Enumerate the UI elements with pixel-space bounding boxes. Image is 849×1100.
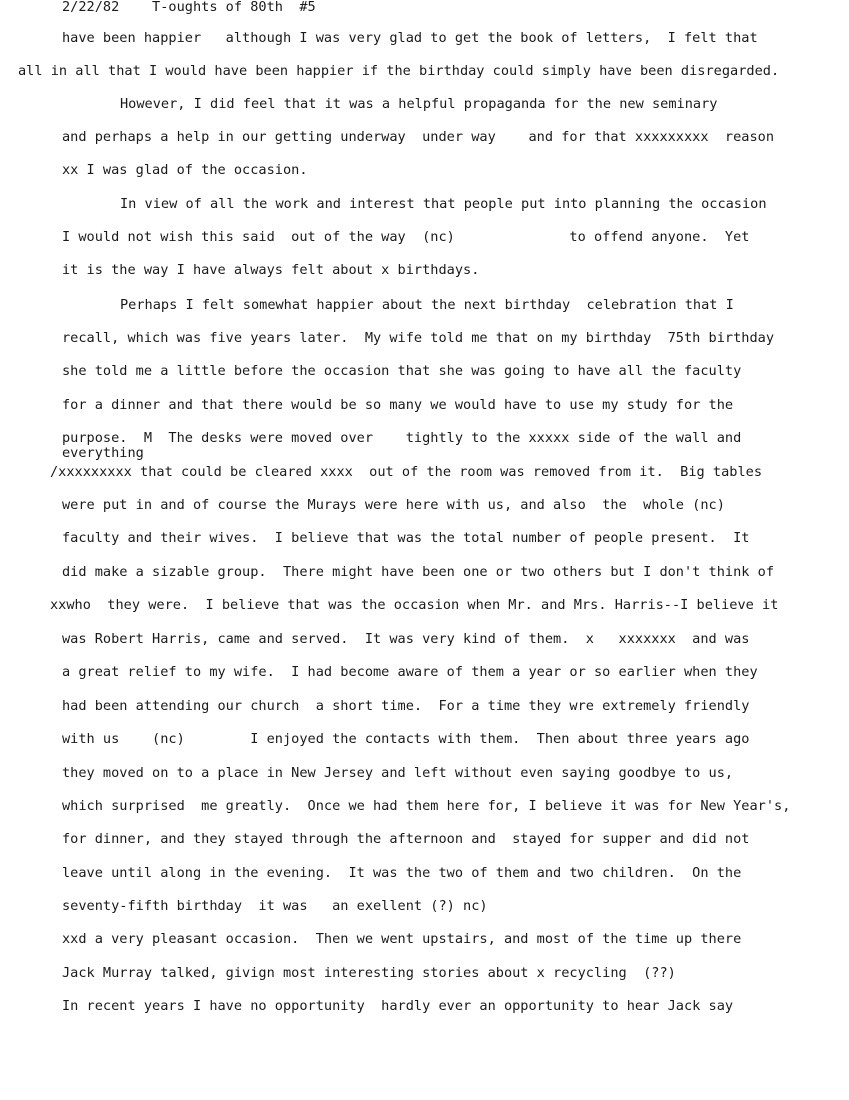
text-line: In view of all the work and interest that people put into planning the occasion — [120, 196, 767, 212]
text-line: In recent years I have no opportunity hardly ever an opportunity to hear Jack say — [62, 998, 734, 1014]
text-line: Jack Murray talked, givign most interesting stories about x recycling (??) — [62, 965, 676, 981]
page-header: 2/22/82 T-oughts of 80th #5 — [62, 0, 316, 15]
text-line: everything — [62, 445, 144, 461]
text-line: have been happier although I was very glad to get the book of letters, I felt that — [62, 30, 758, 46]
text-line: had been attending our church a short time. For a time they wre extremely friendly — [62, 698, 750, 714]
text-line: xxwho they were. I believe that was the occasion when Mr. and Mrs. Harris--I believe it — [50, 597, 779, 613]
text-line: was Robert Harris, came and served. It was very kind of them. x xxxxxxx and was — [62, 631, 750, 647]
text-line: I would not wish this said out of the way (nc) to offend anyone. Yet — [62, 229, 750, 245]
text-line: for dinner, and they stayed through the afternoon and stayed for supper and did not — [62, 831, 750, 847]
text-line: for a dinner and that there would be so many we would have to use my study for the — [62, 397, 734, 413]
text-line: seventy-fifth birthday it was an exellent (?) nc) — [62, 898, 488, 914]
text-line: which surprised me greatly. Once we had them here for, I believe it was for New Year's, — [62, 798, 791, 814]
text-line: she told me a little before the occasion that she was going to have all the faculty — [62, 363, 742, 379]
text-line: it is the way I have always felt about x birthdays. — [62, 262, 480, 278]
text-line: leave until along in the evening. It was the two of them and two children. On the — [62, 865, 742, 881]
text-line: they moved on to a place in New Jersey and left without even saying goodbye to us, — [62, 765, 734, 781]
text-line: with us (nc) I enjoyed the contacts with them. Then about three years ago — [62, 731, 750, 747]
text-line: and perhaps a help in our getting underway under way and for that xxxxxxxxx reason — [62, 129, 775, 145]
text-line: /xxxxxxxxx that could be cleared xxxx out of the room was removed from it. Big tables — [50, 464, 763, 480]
text-line: However, I did feel that it was a helpful propaganda for the new seminary — [120, 96, 718, 112]
text-line: Perhaps I felt somewhat happier about the next birthday celebration that I — [120, 297, 734, 313]
text-line: did make a sizable group. There might have been one or two others but I don't think of — [62, 564, 775, 580]
text-line: faculty and their wives. I believe that was the total number of people present. It — [62, 530, 750, 546]
text-line: xxd a very pleasant occasion. Then we went upstairs, and most of the time up there — [62, 931, 742, 947]
text-line: recall, which was five years later. My wife told me that on my birthday 75th birthday — [62, 330, 775, 346]
text-line: all in all that I would have been happier if the birthday could simply have been disregarded. — [18, 63, 780, 79]
text-line: were put in and of course the Murays were here with us, and also the whole (nc) — [62, 497, 725, 513]
text-line: xx I was glad of the occasion. — [62, 162, 308, 178]
text-line: a great relief to my wife. I had become aware of them a year or so earlier when they — [62, 664, 758, 680]
text-line: purpose. M The desks were moved over tightly to the xxxxx side of the wall and — [62, 430, 742, 446]
